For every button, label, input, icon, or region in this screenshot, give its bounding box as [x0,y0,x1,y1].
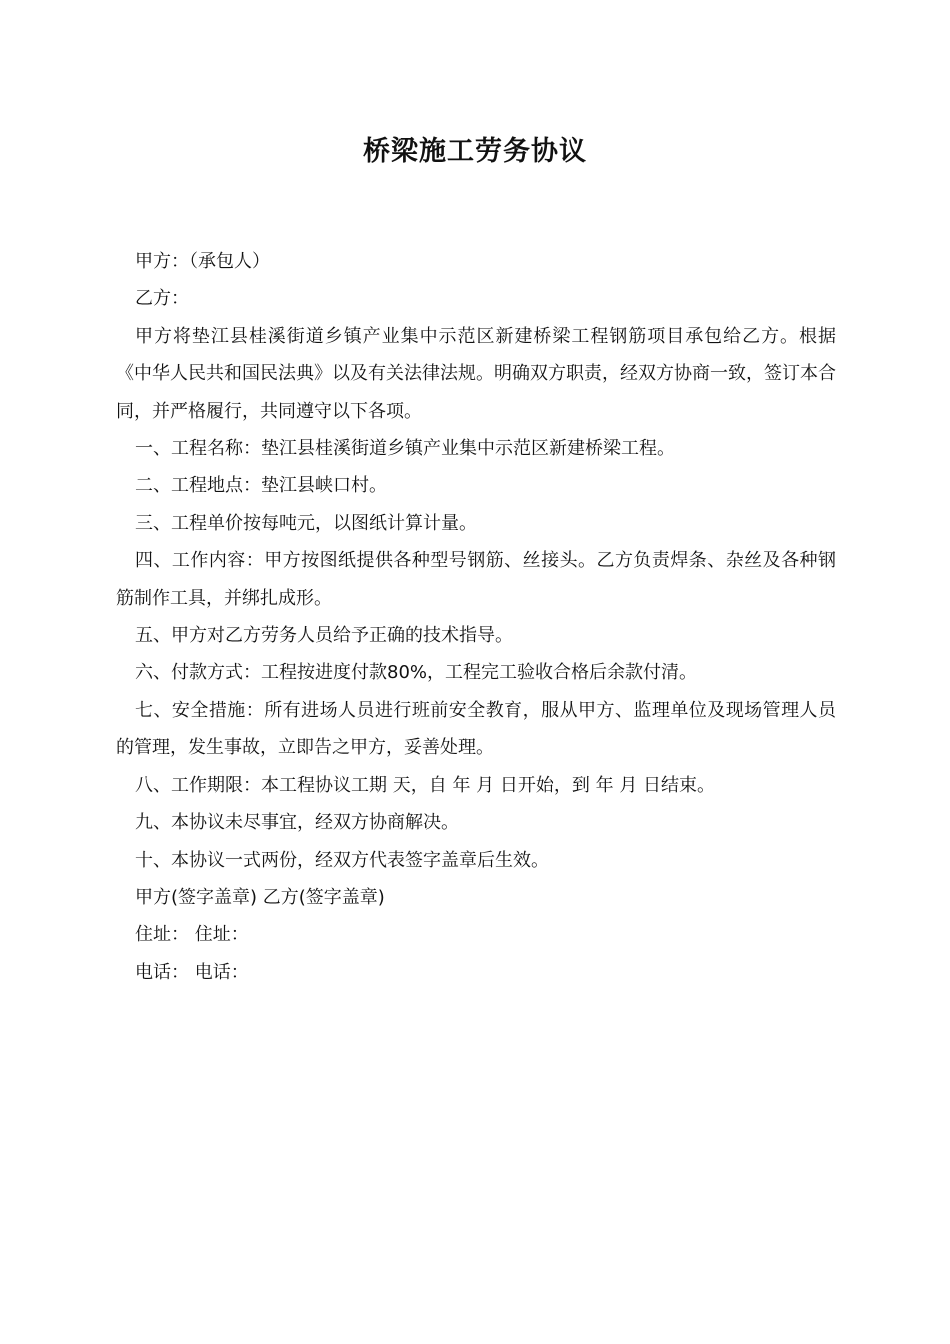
party-b-line: 乙方： [135,288,189,310]
document-title: 桥梁施工劳务协议 [363,136,587,167]
address-line: 住址： 住址： [135,924,249,946]
clause-3-unit-price: 三、工程单价按每吨元，以图纸计算计量。 [135,512,477,534]
preamble-paragraph: 甲方将垫江县桂溪街道乡镇产业集中示范区新建桥梁工程钢筋项目承包给乙方。根据《中华人民共和国民法典》以及有关法律法规。明确双方职责，经双方协商一致，签订本合同，并严格履行，共同遵守以下各项。 [116,325,836,422]
signature-line: 甲方(签字盖章) 乙方(签字盖章) [135,886,385,908]
phone-line: 电话： 电话： [135,961,249,983]
clause-10-copies-effect: 十、本协议一式两份，经双方代表签字盖章后生效。 [135,849,549,871]
clause-6-payment-method: 六、付款方式：工程按进度付款80%，工程完工验收合格后余款付清。 [135,662,698,684]
clause-2-project-location: 二、工程地点：垫江县峡口村。 [135,475,387,497]
clause-4-work-content: 四、工作内容：甲方按图纸提供各种型号钢筋、丝接头。乙方负责焊条、杂丝及各种钢筋制作工具，并绑扎成形。 [116,550,836,609]
clause-7-safety-measures: 七、安全措施：所有进场人员进行班前安全教育，服从甲方、监理单位及现场管理人员的管理，发生事故，立即告之甲方，妥善处理。 [116,699,836,759]
clause-9-unresolved-matters: 九、本协议未尽事宜，经双方协商解决。 [135,812,459,834]
clause-8-work-period: 八、工作期限：本工程协议工期 天，自 年 月 日开始，到 年 月 日结束。 [135,774,716,796]
clause-1-project-name: 一、工程名称：垫江县桂溪街道乡镇产业集中示范区新建桥梁工程。 [135,438,675,460]
document-body [116,243,836,991]
party-a-line: 甲方：（承包人） [135,251,270,272]
clause-5-technical-guidance: 五、甲方对乙方劳务人员给予正确的技术指导。 [135,625,513,647]
